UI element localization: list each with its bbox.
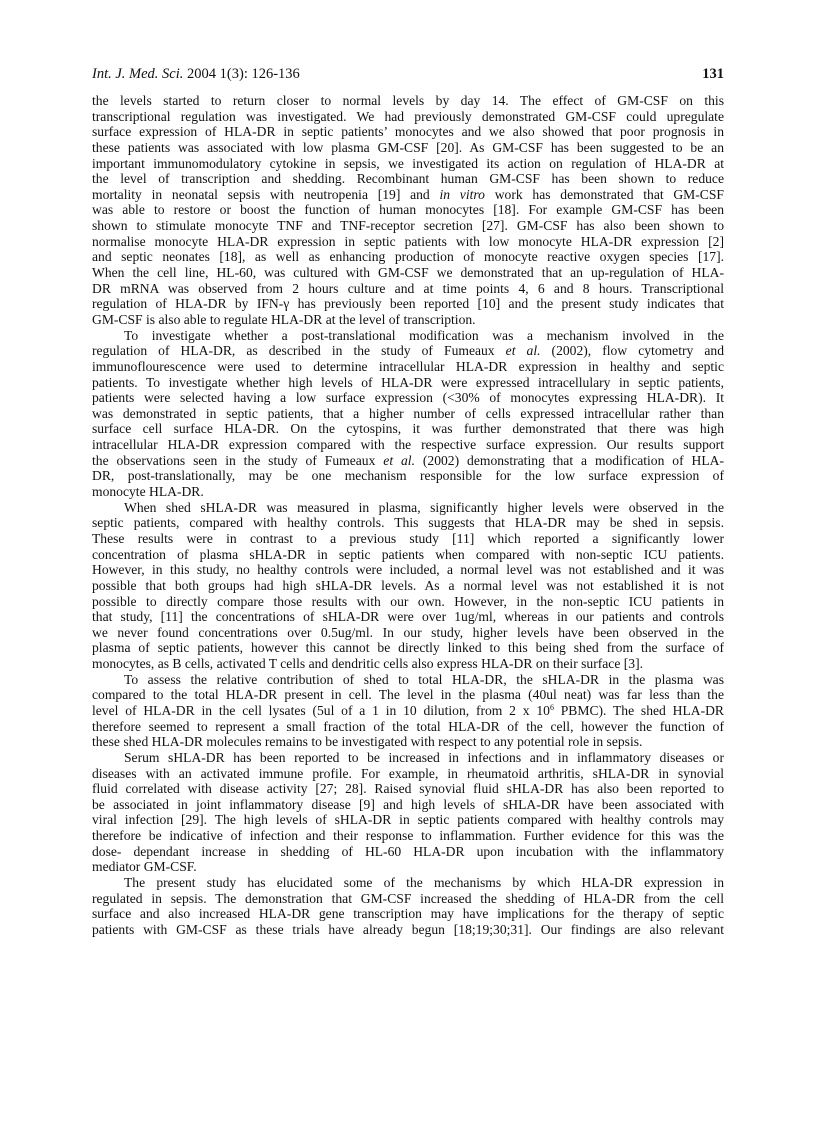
text-line: possible to directly compare those results with our own. However, in the non-septic ICU patients in [92, 593, 724, 609]
text-line: viral infection [29]. The high levels of sHLA-DR in septic patients compared with healthy controls may [92, 812, 724, 828]
text-line: was able to restore or boost the function of human monocytes [18]. For example GM-CSF has been [92, 202, 724, 218]
text-line: mediator GM-CSF. [92, 859, 197, 875]
text-line: When the cell line, HL-60, was cultured with GM-CSF we demonstrated that an up-regulation of HLA- [92, 265, 724, 281]
et-al: et al. [383, 452, 415, 468]
text-line: fluid correlated with disease activity [27; 28]. Raised synovial fluid sHLA-DR has also been reported to [92, 781, 724, 797]
text-line: intracellular HLA-DR expression compared with the respective surface expression. Our results support [92, 437, 724, 453]
text-line: immunoflourescence were used to determine intracellular HLA-DR expression in healthy and septic [92, 358, 724, 374]
text-line: To assess the relative contribution of shed to total HLA-DR, the sHLA-DR in the plasma was [124, 671, 724, 687]
text-line: shown to stimulate monocyte TNF and TNF-receptor secretion [27]. GM-CSF has also been shown to [92, 218, 724, 234]
journal-citation: Int. J. Med. Sci. 2004 1(3): 126-136 [92, 66, 300, 82]
running-header [92, 66, 724, 84]
latin-term: in vitro [439, 186, 485, 202]
text-line: compared to the total HLA-DR present in cell. The level in the plasma (40ul neat) was far less than the [92, 687, 724, 703]
text-line: we never found concentrations over 0.5ug/ml. In our study, higher levels have been observed in the [92, 624, 724, 640]
text-line: diseases with an activated immune profile. For example, in rheumatoid arthritis, sHLA-DR in synovial [92, 765, 724, 781]
text-line [92, 938, 724, 954]
body-text [92, 93, 724, 953]
text-line: and septic neonates [18], as well as enhancing production of monocyte reactive oxygen species [17]. [92, 249, 724, 265]
text-line: septic patients, compared with healthy controls. This suggests that HLA-DR may be shed in sepsis. [92, 515, 724, 531]
superscript: 6 [549, 702, 554, 712]
text-line: mortality in neonatal sepsis with neutropenia [19] and in vitro work has demonstrated that GM-CSF [92, 186, 724, 202]
text-line: plasma of septic patients, however this cannot be directly linked to this being shed from the surface of [92, 640, 724, 656]
text-line: To investigate whether a post-translational modification was a mechanism involved in the [124, 327, 724, 343]
text-line: Serum sHLA-DR has been reported to be increased in infections and in inflammatory diseases or [124, 749, 724, 765]
text-line: regulated in sepsis. The demonstration that GM-CSF increased the shedding of HLA-DR from the cell [92, 890, 724, 906]
text-line: patients with GM-CSF as these trials have already begun [18;19;30;31]. Our findings are also relevant [92, 921, 724, 937]
text-line: important immunomodulatory cytokine in sepsis, we investigated its action on regulation of HLA-DR at [92, 155, 724, 171]
text-line: these patients was associated with low plasma GM-CSF [20]. As GM-CSF has been suggested to be an [92, 139, 724, 155]
text-line: When shed sHLA-DR was measured in plasma, significantly higher levels were observed in the [124, 499, 724, 515]
text-line: patients. To investigate whether high levels of HLA-DR were expressed intracellulary in septic patients, [92, 374, 724, 390]
text-line: monocyte HLA-DR. [92, 484, 204, 500]
text-line: be associated in joint inflammatory disease [9] and high levels of sHLA-DR have been associated with [92, 796, 724, 812]
text-line: surface expression of HLA-DR in septic patients’ monocytes and we also showed that poor prognosis in [92, 124, 724, 140]
text-line: the level of transcription and shedding. Recombinant human GM-CSF has been shown to reduce [92, 171, 724, 187]
text-line: The present study has elucidated some of the mechanisms by which HLA-DR expression in [124, 875, 724, 891]
text-line: surface and also increased HLA-DR gene transcription may have implications for the therapy of septic [92, 906, 724, 922]
text-line: normalise monocyte HLA-DR expression in septic patients with low monocyte HLA-DR expression [2] [92, 233, 724, 249]
text-line: However, in this study, no healthy controls were included, a normal level was not established and it was [92, 562, 724, 578]
text-line: these shed HLA-DR molecules remains to be investigated with respect to any potential role in sepsis. [92, 734, 643, 750]
text-line: concentration of plasma sHLA-DR in septic patients when compared with non-septic ICU patients. [92, 546, 724, 562]
text-line: therefore be indicative of infection and their response to inflammation. Further evidence for this was the [92, 828, 724, 844]
text-line: DR, post-translationally, may be one mechanism responsible for the low surface expression of [92, 468, 724, 484]
text-line: therefore seemed to represent a small fraction of the total HLA-DR of the cell, however the function of [92, 718, 724, 734]
text-line: regulation of HLA-DR, as described in the study of Fumeaux et al. (2002), flow cytometry and [92, 343, 724, 359]
text-line: the observations seen in the study of Fumeaux et al. (2002) demonstrating that a modification of HLA- [92, 452, 725, 468]
text-line: patients were selected having a low surface expression (<30% of monocytes expressing HLA-DR). It [92, 390, 724, 406]
text-line: transcriptional regulation was investigated. We had previously demonstrated GM-CSF could upregulate [92, 108, 724, 124]
text-line: GM-CSF is also able to regulate HLA-DR at the level of transcription. [92, 311, 476, 327]
text-line: monocytes, as B cells, activated T cells and dendritic cells also express HLA-DR on their surface [3]. [92, 656, 644, 672]
page-number: 131 [702, 66, 724, 82]
text-line: dose- dependant increase in shedding of HL-60 HLA-DR upon incubation with the inflammatory [92, 843, 724, 859]
et-al: et al. [505, 343, 541, 359]
text-line: was demonstrated in septic patients, that a higher number of cells expressed intracellular rather than [92, 405, 724, 421]
text-line: DR mRNA was observed from 2 hours culture and at time points 4, 6 and 8 hours. Transcriptional [92, 280, 724, 296]
text-line: surface cell surface HLA-DR. On the cytospins, it was further demonstrated that there was high [92, 421, 724, 437]
text-line: These results were in contrast to a previous study [11] which reported a significantly lower [92, 530, 724, 546]
text-line: the levels started to return closer to normal levels by day 14. The effect of GM-CSF on this [92, 93, 724, 108]
text-line: level of HLA-DR in the cell lysates (5ul of a 1 in 10 dilution, from 2 x $10^6$ PBMC). The shed HLA-DR [92, 702, 724, 718]
text-line: possible that both groups had high sHLA-DR levels. As a normal level was not established it is not [92, 577, 724, 593]
text-line: that study, [11] the concentrations of sHLA-DR were over 1ug/ml, whereas in our patients and controls [92, 609, 724, 625]
text-line: regulation of HLA-DR by IFN-γ has previously been reported [10] and the present study indicates that [92, 296, 724, 312]
